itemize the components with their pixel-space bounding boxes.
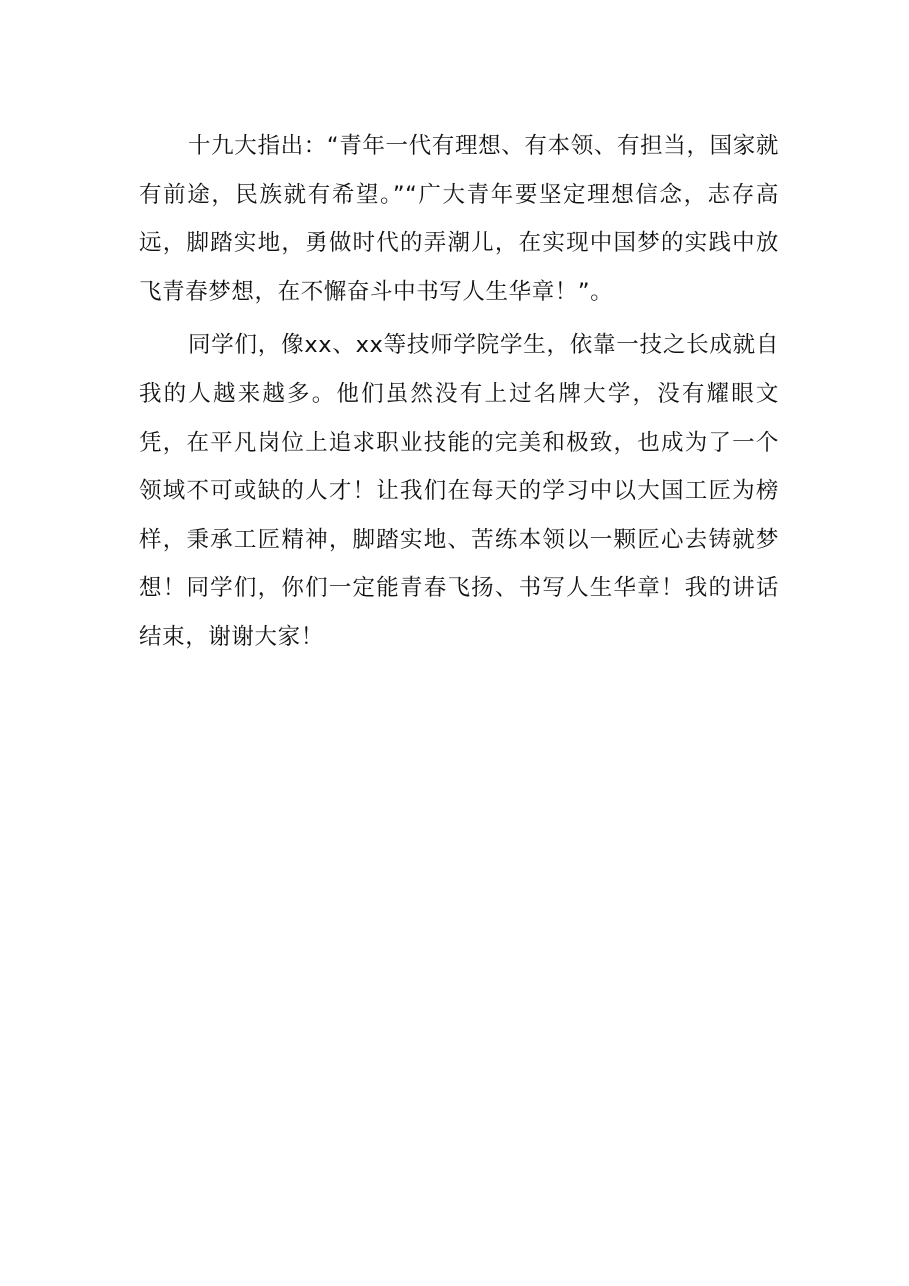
- speech-body: [139, 122, 779, 667]
- paragraph-2: 同学们，像xx、xx等技师学院学生，依靠一技之长成就自我的人越来越多。他们虽然没有上过名牌大学，没有耀眼文凭，在平凡岗位上追求职业技能的完美和极致，也成为了一个领域不可或缺的人才！让我们在每天的学习中以大国工匠为榜样，秉承工匠精神，脚踏实地、苦练本领以一颗匠心去铸就梦想！同学们，你们一定能青春飞扬、书写人生华章！我的讲话结束，谢谢大家！: [139, 332, 779, 650]
- paragraph-1: 十九大指出：“青年一代有理想、有本领、有担当，国家就有前途，民族就有希望。”“广大青年要坚定理想信念，志存高远，脚踏实地，勇做时代的弄潮儿，在实现中国梦的实践中放飞青春梦想，在不懈奋斗中书写人生华章！”。: [139, 133, 779, 305]
